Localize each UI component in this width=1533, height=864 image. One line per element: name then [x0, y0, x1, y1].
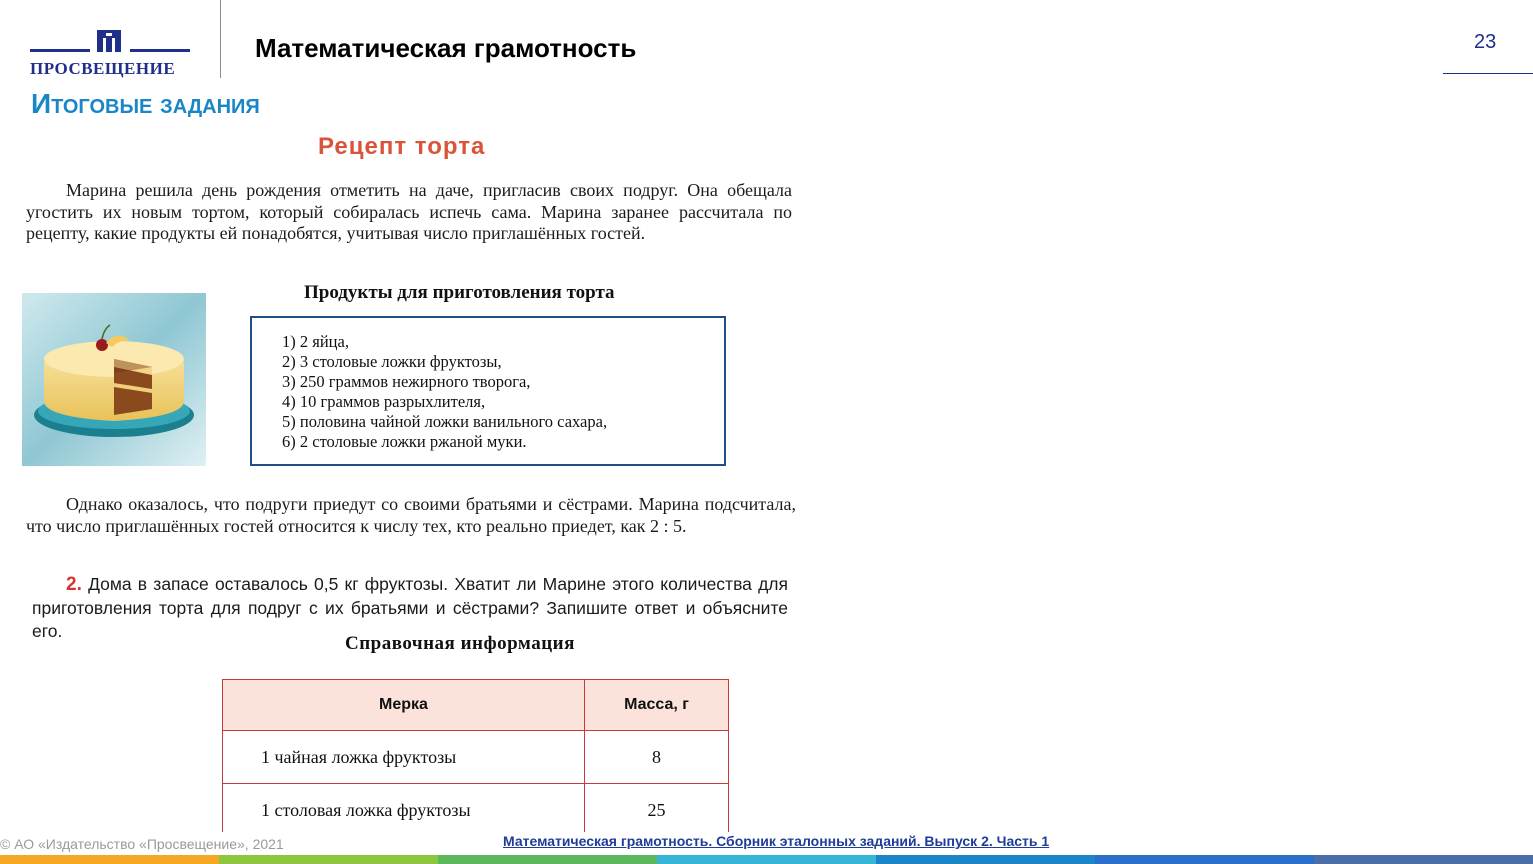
footer-color-strip	[0, 855, 1533, 864]
product-item: 6) 2 столовые ложки ржаной муки.	[282, 432, 527, 451]
product-item: 1) 2 яйца,	[282, 332, 349, 351]
product-item: 2) 3 столовые ложки фруктозы,	[282, 352, 502, 371]
section-title: Итоговые задания	[31, 88, 260, 119]
page-number: 23	[1474, 31, 1497, 53]
table-header-row	[223, 680, 729, 731]
task-text: Дома в запасе оставалось 0,5 кг фруктозы. Хватит ли Марине этого количества для приготовления торта для подруг с их братьями и сёстрами? Запишите ответ и объясните его.	[32, 574, 788, 641]
publisher-logo	[28, 22, 194, 80]
table-cell-measure: 1 столовая ложка фруктозы	[223, 784, 585, 837]
intro-paragraph: Марина решила день рождения отметить на даче, пригласив своих подруг. Она обещала угостить их новым тортом, который собиралась испечь сама. Марина заранее рассчитала по рецепту, какие продукты ей понадобятся, учитывая число приглашённых гостей.	[26, 180, 792, 244]
logo-text: ПРОСВЕЩЕНИЕ	[30, 59, 176, 78]
product-item: 3) 250 граммов нежирного творога,	[282, 372, 531, 391]
product-item: 5) половина чайной ложки ванильного сахара,	[282, 412, 608, 431]
color-strip-segment	[438, 855, 657, 864]
color-strip-segment	[1095, 855, 1314, 864]
color-strip-segment	[219, 855, 438, 864]
logo-bar-right	[130, 49, 190, 52]
publisher-emblem-icon	[94, 26, 124, 56]
table-header-mass: Масса, г	[585, 680, 729, 731]
color-strip-segment	[0, 855, 219, 864]
product-item: 4) 10 граммов разрыхлителя,	[282, 392, 486, 411]
copyright-text: © АО «Издательство «Просвещение», 2021	[0, 836, 284, 852]
table-cell-mass: 25	[585, 784, 729, 837]
products-list-box	[250, 316, 726, 466]
table-row	[223, 784, 729, 837]
table-cell-measure: 1 чайная ложка фруктозы	[223, 731, 585, 784]
recipe-title: Рецепт торта	[318, 133, 486, 160]
presentation-title: Математическая грамотность	[255, 33, 637, 63]
color-strip-segment	[657, 855, 876, 864]
color-strip-segment	[1314, 855, 1533, 864]
cake-illustration	[22, 293, 206, 466]
task-number: 2.	[66, 574, 82, 595]
page-number-underline	[1443, 73, 1533, 74]
products-list	[282, 332, 724, 452]
source-link[interactable]: Математическая грамотность. Сборник эталонных заданий. Выпуск 2. Часть 1	[503, 833, 1050, 849]
guests-paragraph: Однако оказалось, что подруги приедут со своими братьями и сёстрами. Марина подсчитала, что число приглашённых гостей относится к числу тех, кто реально приедет, как 2 : 5.	[26, 494, 796, 536]
color-strip-segment	[876, 855, 1095, 864]
products-title: Продукты для приготовления торта	[304, 282, 615, 303]
table-row	[223, 731, 729, 784]
table-cell-mass: 8	[585, 731, 729, 784]
header-divider	[220, 0, 221, 78]
logo-bar-left	[30, 49, 90, 52]
reference-table	[222, 679, 729, 837]
table-header-measure: Мерка	[223, 680, 585, 731]
reference-title: Справочная информация	[345, 633, 575, 654]
